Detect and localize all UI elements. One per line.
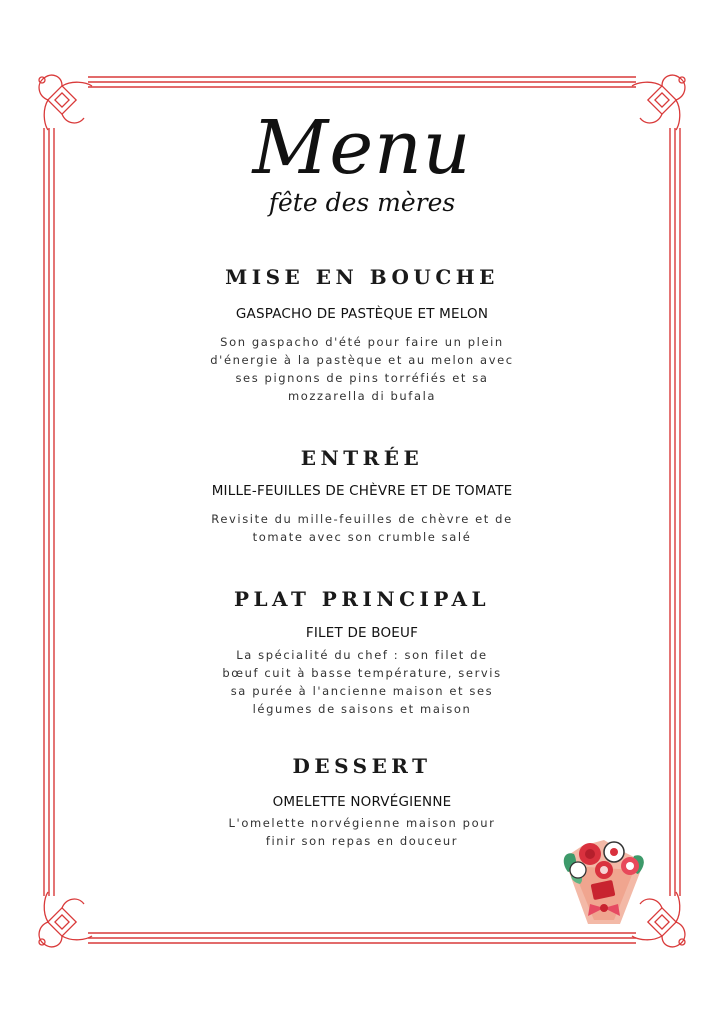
dish-description-omelette: L'omelette norvégienne maison pour finir son repas en douceur xyxy=(228,816,496,848)
dish-description-mille-feuilles: Revisite du mille-feuilles de chèvre et de tomate avec son crumble salé xyxy=(211,512,513,544)
dish-description-gaspacho: Son gaspacho d'été pour faire un plein d'énergie à la pastèque et au melon avec ses pignons de pins torréfiés et sa mozzarella di bufala xyxy=(210,335,514,403)
section-heading-mise-en-bouche: MISE EN BOUCHE xyxy=(225,265,499,289)
dish-name-mille-feuilles: MILLE-FEUILLES DE CHÈVRE ET DE TOMATE xyxy=(211,483,513,499)
dish-name-omelette: OMELETTE NORVÉGIENNE xyxy=(272,794,452,810)
section-heading-entree: ENTRÉE xyxy=(300,446,424,470)
section-heading-dessert: DESSERT xyxy=(292,754,432,778)
menu-subtitle: fête des mères xyxy=(268,188,456,217)
section-heading-plat-principal: PLAT PRINCIPAL xyxy=(233,587,491,611)
dish-name-filet-de-boeuf: FILET DE BOEUF xyxy=(305,625,419,641)
dish-description-filet-de-boeuf: La spécialité du chef : son filet de bœuf cuit à basse température, servis sa purée à l'ancienne maison et ses légumes de saisons et maison xyxy=(222,648,502,716)
flower-bouquet-icon xyxy=(558,832,648,928)
dish-name-gaspacho: GASPACHO DE PASTÈQUE ET MELON xyxy=(235,306,489,322)
menu-title: Menu xyxy=(252,105,472,191)
